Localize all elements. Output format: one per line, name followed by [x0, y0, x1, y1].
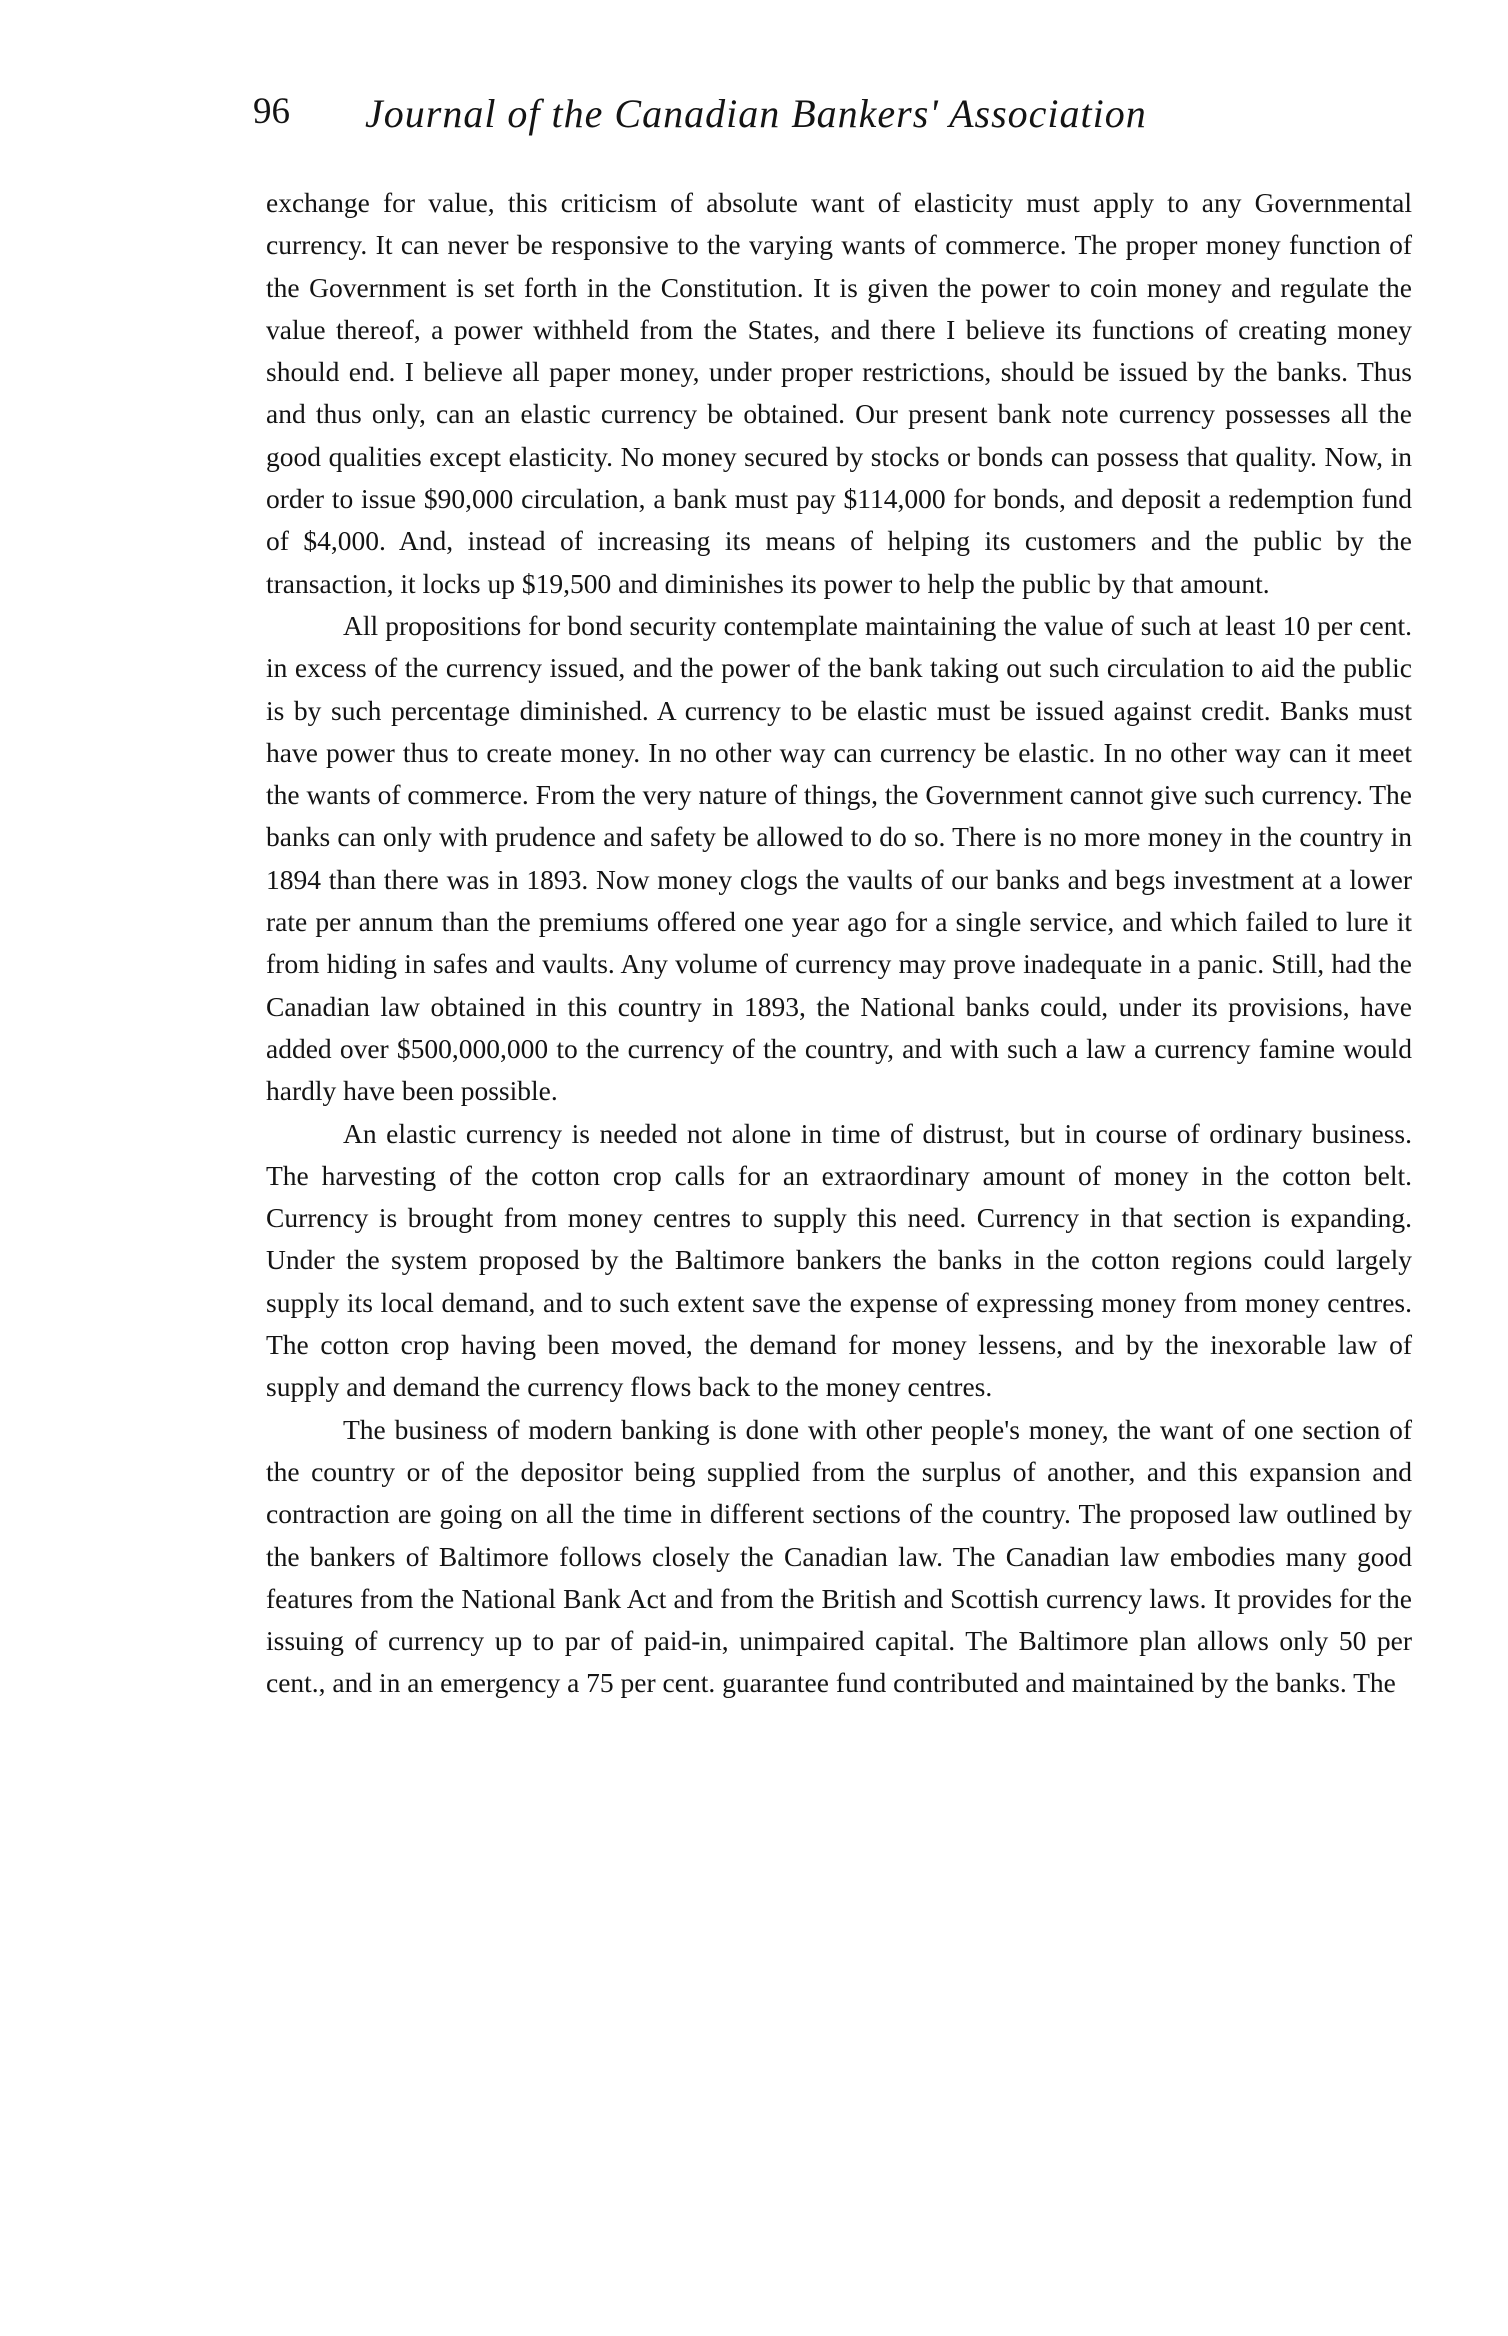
paragraph: All propositions for bond security contemplate maintaining the value of such at least 10 per cent. in excess of the currency issued, and the power of the bank taking out such circulation to aid the public is by such percentage diminished. A currency to be elastic must be issued against credit. Banks must have power thus to create money. In no other way can currency be elastic. In no other way can it meet the wants of commerce. From the very nature of things, the Government cannot give such currency. The banks can only with prudence and safety be allowed to do so. There is no more money in the country in 1894 than there was in 1893. Now money clogs the vaults of our banks and begs investment at a lower rate per annum than the premiums offered one year ago for a single service, and which failed to lure it from hiding in safes and vaults. Any volume of currency may prove inadequate in a panic. Still, had the Canadian law obtained in this country in 1893, the National banks could, under its provisions, have added over $500,000,000 to the currency of the country, and with such a law a currency famine would hardly have been possible.	[266, 609, 1412, 1107]
page-header	[253, 90, 1263, 152]
paragraph: The business of modern banking is done with other people's money, the want of one section of the country or of the depositor being supplied from the surplus of another, and this expansion and contraction are going on all the time in different sections of the country. The proposed law outlined by the bankers of Baltimore follows closely the Canadian law. The Canadian law embodies many good features from the National Bank Act and from the British and Scottish currency laws. It provides for the issuing of currency up to par of paid-in, unimpaired capital. The Baltimore plan allows only 50 per cent., and in an emergency a 75 per cent. guarantee fund contributed and maintained by the banks. The	[266, 1413, 1412, 1699]
running-title: Journal of the Canadian Bankers' Association	[365, 91, 1147, 136]
body-text	[266, 182, 1412, 1705]
paragraph: An elastic currency is needed not alone in time of distrust, but in course of ordinary business. The harvesting of the cotton crop calls for an extraordinary amount of money in the cotton belt. Currency is brought from money centres to supply this need. Currency in that section is expanding. Under the system proposed by the Baltimore bankers the banks in the cotton regions could largely supply its local demand, and to such extent save the expense of expressing money from money centres. The cotton crop having been moved, the demand for money lessens, and by the inexorable law of supply and demand the currency flows back to the money centres.	[266, 1117, 1412, 1403]
paragraph: exchange for value, this criticism of absolute want of elasticity must apply to any Governmental currency. It can never be responsive to the varying wants of commerce. The proper money function of the Government is set forth in the Constitution. It is given the power to coin money and regulate the value thereof, a power withheld from the States, and there I believe its functions of creating money should end. I believe all paper money, under proper restrictions, should be issued by the banks. Thus and thus only, can an elastic currency be obtained. Our present bank note currency possesses all the good qualities except elasticity. No money secured by stocks or bonds can possess that quality. Now, in order to issue $90,000 circulation, a bank must pay $114,000 for bonds, and deposit a redemption fund of $4,000. And, instead of increasing its means of helping its customers and the public by the transaction, it locks up $19,500 and diminishes its power to help the public by that amount.	[266, 187, 1412, 599]
page-number: 96	[253, 91, 290, 132]
